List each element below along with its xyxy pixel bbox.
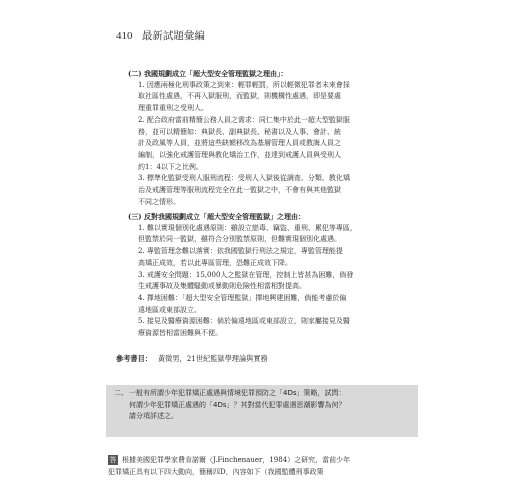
section-title: (三) 反對我國規劃成立「超大型安全管理監獄」之理由： xyxy=(128,212,306,221)
list-item-line: 計及政風等人員，並將這些缺額移改為基層管理人員或教誨人員之 xyxy=(138,139,341,148)
answer-badge: 答 xyxy=(109,456,117,464)
list-item-line: 5. 接見及醫療資源困難：倘於偏遠地區或東部設立，則家屬接見及醫 xyxy=(138,317,350,326)
list-item-line: 治及戒護管理等服刑流程完全在此一監獄之中，不會有與其他監獄 xyxy=(138,186,341,195)
question-line: 何謂少年犯罪矯正處遇的「4Ds」？其對當代犯罪處遇思潮影響為何？ xyxy=(129,400,346,409)
list-item xyxy=(138,293,412,316)
question-line: 請分項詳述之。 xyxy=(129,412,178,420)
list-item-line: 取社區性處遇，不再入獄服刑，而監獄，則機構性處遇，即是要處 xyxy=(138,92,341,101)
section-reasons-for xyxy=(116,68,412,208)
list-item-line: 3. 標準化監獄受刑人服刑流程：受刑人入獄後從調查、分類、教化矯 xyxy=(138,174,350,183)
question-number: 二、 xyxy=(114,389,128,397)
answer-line: 犯罪矯正具有以下四大動向，簡稱四D，內容如下（我國監體刑事政策 xyxy=(108,467,324,476)
list-item xyxy=(138,316,412,339)
book-title: 最新試題彙編 xyxy=(141,30,205,42)
list-item-line: 理重罪重刑之受刑人。 xyxy=(138,104,208,113)
list-item-line: 2. 配合政府當前精簡公務人員之需求：同仁集中於此一超大型監獄服 xyxy=(138,115,350,124)
reference-text: 黃徵男，21世紀監獄學理論與實務 xyxy=(157,354,268,363)
question-line: 一般有所謂少年犯罪矯正處遇與情境犯罪預防之「4Ds」策略，試問： xyxy=(129,389,346,397)
list-item-line: 編制，以強化戒護管理與教化矯治工作，並達到戒護人員與受刑人 xyxy=(138,150,341,159)
list-item-line: 3. 戒護安全問題：15,000人之監獄在管理，控制上皆甚為困難，倘發 xyxy=(138,270,354,279)
list-item-line: 2. 專監管理念難以落實：依我國監獄行刑法之規定，專監管理能提 xyxy=(138,247,343,256)
list-item xyxy=(138,223,412,246)
list-item-line: 療資源皆相當困難與不便。 xyxy=(138,329,222,338)
list-item-line: 遠地區或東部設立。 xyxy=(138,305,201,314)
section-reasons-against xyxy=(116,211,412,340)
list-item-line: 但監禁於同一監獄，雖符合分別監禁原則，但難實現個別化處遇。 xyxy=(138,235,341,244)
reference-label: 參考書目： xyxy=(116,354,152,363)
list-item xyxy=(138,246,412,269)
question-box xyxy=(106,385,418,437)
section-title: (二) 我國規劃成立「超大型安全管理監獄之理由」： xyxy=(128,69,288,78)
list-item xyxy=(138,270,412,293)
page-number: 410 xyxy=(116,30,133,42)
list-item-line: 生戒護事故及集體騷動或暴動則危險性相當相對提高。 xyxy=(138,282,306,291)
list-item-line: 高矯正成效，若以此專區管理，恐難正成效下降。 xyxy=(138,258,292,267)
list-item-line: 1. 因應兩極化刑事政策之到來：輕罪輕罰，所以輕微犯罪者未來會採 xyxy=(138,80,350,89)
list-item xyxy=(138,173,412,208)
list-item xyxy=(138,80,412,115)
reference xyxy=(116,354,268,364)
list-item-line: 務，並可以精簡如：典獄長、副典獄長、秘書以及人事、會計、統 xyxy=(138,127,341,136)
answer xyxy=(108,455,416,478)
list-item-line: 1. 難以實現個別化處遇原則：雖設立戀毒、竊盜、重刑、累犯等專區， xyxy=(138,223,357,232)
page-header xyxy=(116,28,205,43)
list-item xyxy=(138,115,412,174)
list-item-line: 不同之情形。 xyxy=(138,197,180,206)
list-item-line: 約1：4以下之比例。 xyxy=(138,162,203,171)
list-item-line: 4. 擇地困難：「超大型安全管理監獄」擇地興建困難，倘能考慮於偏 xyxy=(138,293,347,302)
answer-line: 根據美國犯罪學家費肯諾爾（J.Finchenauer，1984）之研究，當前少年 xyxy=(122,456,351,464)
